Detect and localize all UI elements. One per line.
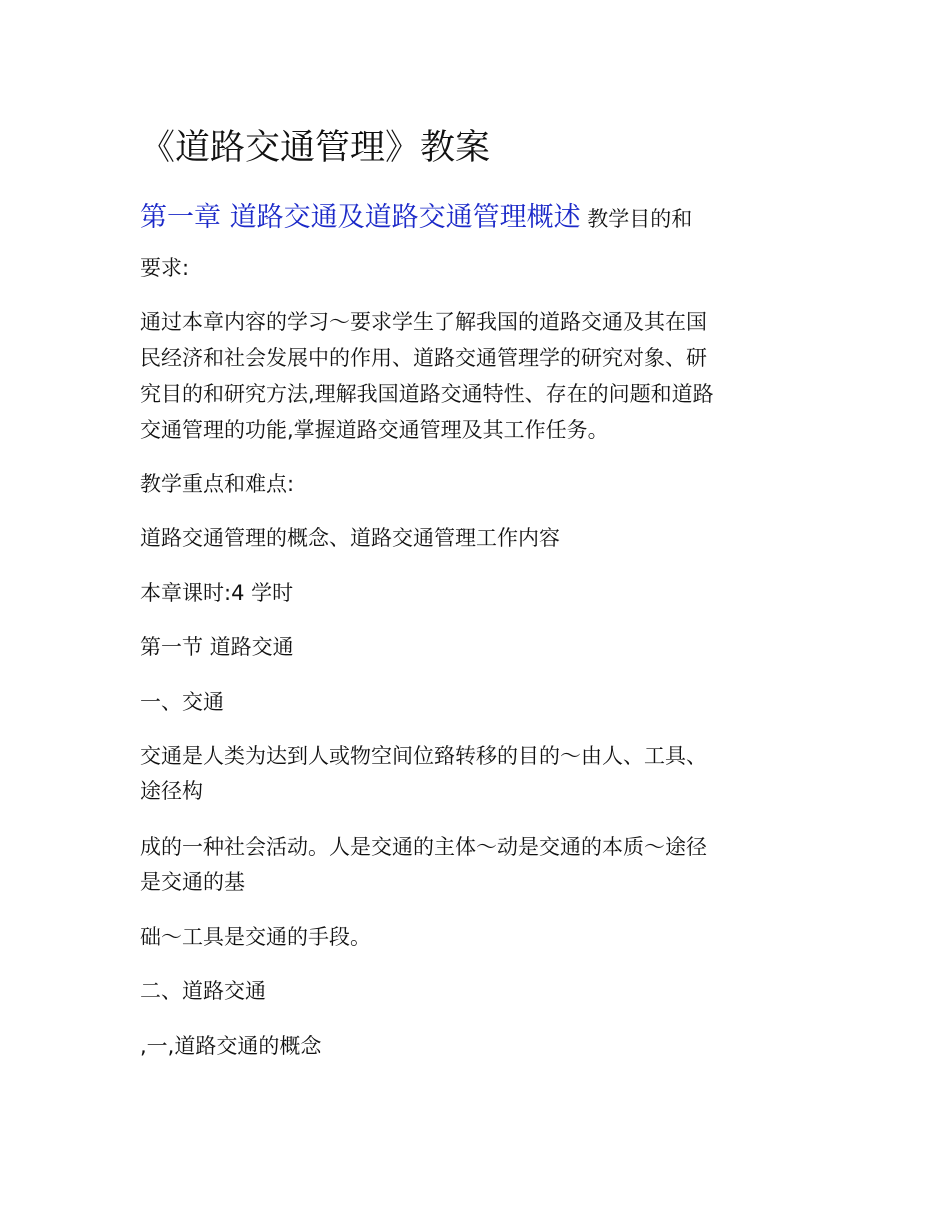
subsection-heading: 一、交通 (140, 690, 224, 714)
document-title: 《道路交通管理》教案 (140, 128, 491, 168)
text-line: 途径构 (140, 779, 203, 803)
section-heading: 第一节 道路交通 (140, 635, 294, 659)
text-line: 道路交通管理的概念、道路交通管理工作内容 (140, 526, 560, 550)
text-line: 要求: (140, 256, 190, 280)
subsection-heading: ,一,道路交通的概念 (140, 1034, 322, 1058)
text-line: 究目的和研究方法,理解我国道路交通特性、存在的问题和道路 (140, 382, 714, 406)
text-line: 民经济和社会发展中的作用、道路交通管理学的研究对象、研 (140, 346, 707, 370)
chapter-heading-tail: 教学目的和 (587, 207, 693, 231)
text-line: 本章课时:4 学时 (140, 581, 294, 605)
text-line: 交通管理的功能,掌握道路交通管理及其工作任务。 (140, 418, 609, 442)
subsection-heading: 二、道路交通 (140, 979, 266, 1003)
text-line: 通过本章内容的学习～要求学生了解我国的道路交通及其在国 (140, 310, 707, 334)
chapter-line (140, 196, 840, 241)
text-line: 是交通的基 (140, 870, 245, 894)
text-line: 交通是人类为达到人或物空间位臵转移的目的～由人、工具、 (140, 744, 707, 768)
text-line: 成的一种社会活动。人是交通的主体～动是交通的本质～途径 (140, 835, 707, 859)
text-line: 础～工具是交通的手段。 (140, 925, 371, 949)
text-line: 教学重点和难点: (140, 472, 295, 496)
chapter-heading: 第一章 道路交通及道路交通管理概述 (140, 202, 581, 233)
